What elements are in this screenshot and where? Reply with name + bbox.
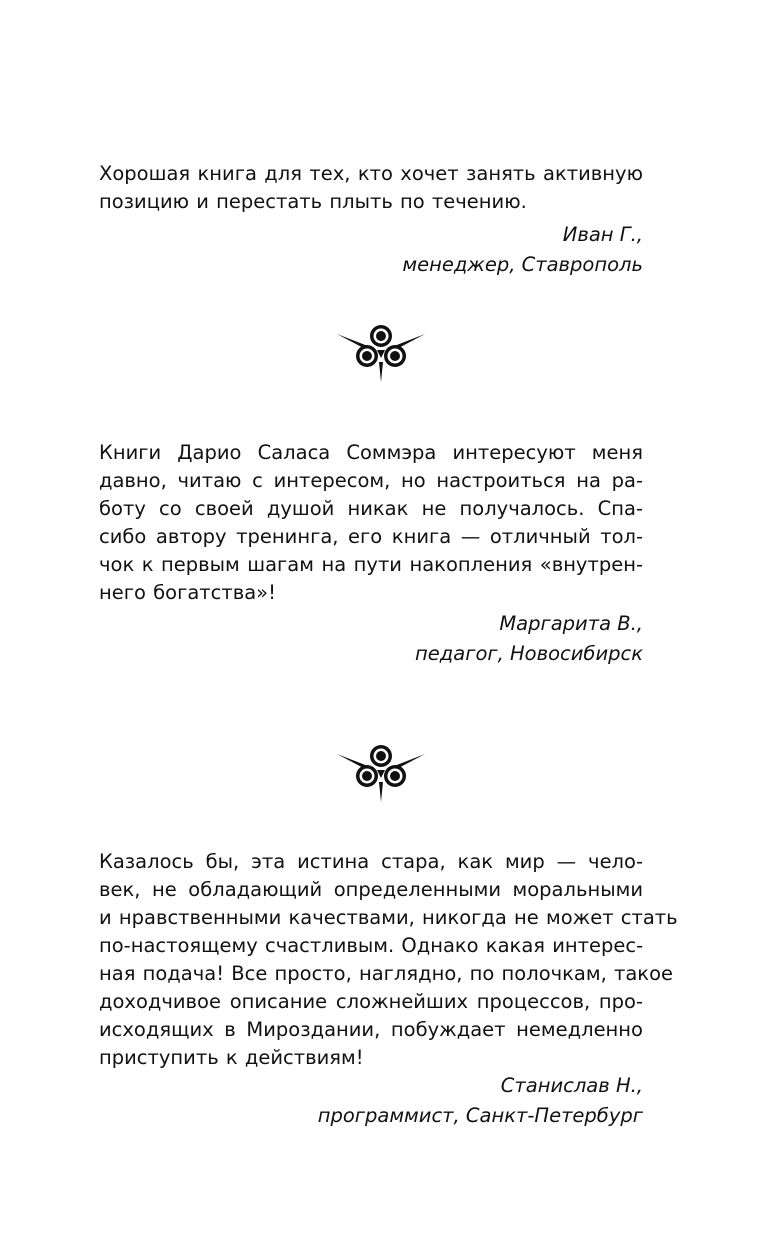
- review-line: Казалось бы, эта истина стара, как мир — чело-: [99, 850, 643, 873]
- triple-circle-ornament-icon: [337, 742, 425, 802]
- review-2-attribution: [99, 609, 643, 669]
- review-role-city: менеджер, Ставрополь: [402, 253, 643, 276]
- review-line: позицию и перестать плыть по течению.: [99, 190, 527, 213]
- review-line: ная подача! Все просто, наглядно, по полочкам, такое: [99, 962, 674, 985]
- review-2-text: [99, 439, 643, 607]
- review-line: чок к первым шагам на пути накопления «внутрен-: [99, 553, 643, 576]
- review-line: век, не обладающий определенными моральными: [99, 878, 643, 901]
- review-line: по-настоящему счастливым. Однако какая интерес-: [99, 934, 644, 957]
- review-line: давно, читаю с интересом, но настроиться на ра-: [99, 469, 643, 492]
- triple-circle-ornament-icon: [337, 322, 425, 382]
- review-line: и нравственными качествами, никогда не может стать: [99, 906, 678, 929]
- review-line: боту со своей душой никак не получалось. Спа-: [99, 497, 643, 520]
- review-line: Книги Дарио Саласа Соммэра интересуют меня: [99, 441, 643, 464]
- review-line: исходящих в Мироздании, побуждает немедленно: [99, 1018, 643, 1041]
- review-3-attribution: [99, 1071, 643, 1131]
- review-line: приступить к действиям!: [99, 1046, 364, 1069]
- review-line: него богатства»!: [99, 581, 276, 604]
- review-line: доходчивое описание сложнейших процессов, про-: [99, 990, 643, 1013]
- review-line: сибо автору тренинга, его книга — отличный тол-: [99, 525, 643, 548]
- review-role-city: программист, Санкт-Петербург: [317, 1104, 643, 1127]
- review-author: Иван Г.,: [562, 223, 643, 246]
- review-author: Станислав Н.,: [500, 1074, 643, 1097]
- review-author: Маргарита В.,: [499, 612, 643, 635]
- review-1-attribution: [99, 220, 643, 280]
- review-3-text: [99, 848, 678, 1072]
- review-1-text: [99, 160, 643, 216]
- review-line: Хорошая книга для тех, кто хочет занять активную: [99, 162, 643, 185]
- review-role-city: педагог, Новосибирск: [415, 642, 643, 665]
